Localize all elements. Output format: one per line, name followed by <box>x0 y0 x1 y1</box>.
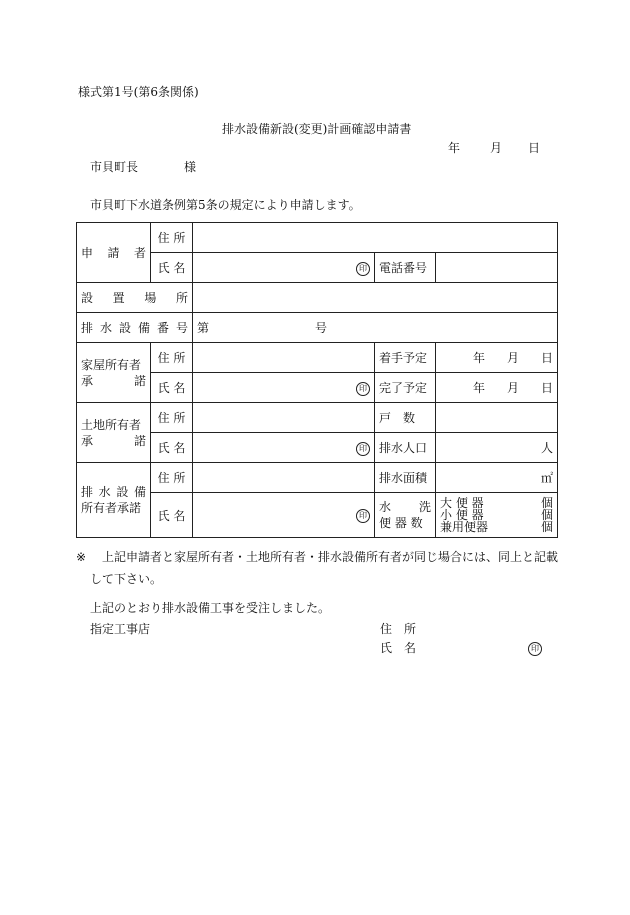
location-label: 設 置 場 所 <box>77 283 193 313</box>
finish-date-field[interactable]: 年 月 日 <box>436 373 558 403</box>
facility-owner-address-label: 住 所 <box>151 463 193 493</box>
facility-owner-name-field[interactable] <box>193 493 375 538</box>
households-field[interactable] <box>436 403 558 433</box>
toilet-shared-row: 兼用便器 個 <box>440 520 553 534</box>
location-row <box>77 283 558 313</box>
toilet-count-label-2: 便 器 数 <box>379 516 423 530</box>
facility-owner-label <box>77 463 151 538</box>
form-number: 様式第1号(第6条関係) <box>78 85 199 99</box>
location-field[interactable] <box>193 283 558 313</box>
note <box>76 546 560 590</box>
phone-label: 電話番号 <box>375 253 436 283</box>
house-owner-label <box>77 343 151 403</box>
land-owner-name-label: 氏 名 <box>151 433 193 463</box>
households-label: 戸 数 <box>375 403 436 433</box>
house-owner-label-1: 家屋所有者 <box>81 357 142 372</box>
finish-date-label: 完了予定 <box>375 373 436 403</box>
seal-icon: 印 <box>356 509 370 523</box>
seal-icon: 印 <box>528 642 542 656</box>
addressee-name: 市貝町長 <box>90 160 139 174</box>
addressee <box>90 160 196 174</box>
seal-icon: 印 <box>356 382 370 396</box>
drain-area-field[interactable] <box>436 463 558 493</box>
land-owner-label <box>77 403 151 463</box>
applicant-address-row <box>77 223 558 253</box>
contractor-name-label: 氏 名 <box>380 641 417 655</box>
contractor-address-label: 住 所 <box>380 622 417 636</box>
contractor-label: 指定工事店 <box>90 622 151 636</box>
facility-owner-label-1: 排 水 設 備 <box>81 485 146 499</box>
facility-number-label: 排 水 設 備 番 号 <box>77 313 193 343</box>
facility-owner-address-field[interactable] <box>193 463 375 493</box>
received-text: 上記のとおり排水設備工事を受注しました。 <box>90 601 331 615</box>
toilet-count-label <box>375 493 436 538</box>
date-year: 年 <box>448 141 461 155</box>
facility-number-row <box>77 313 558 343</box>
drain-area-label: 排水面積 <box>375 463 436 493</box>
applicant-address-field[interactable] <box>193 223 558 253</box>
toilet-small-row: 小 便 器 個 <box>440 508 553 522</box>
applicant-address-label: 住 所 <box>151 223 193 253</box>
house-owner-name-field[interactable] <box>193 373 375 403</box>
toilet-large-row: 大 便 器 個 <box>440 496 553 510</box>
seal-icon: 印 <box>356 442 370 456</box>
date-month: 月 <box>490 141 503 155</box>
addressee-honorific: 様 <box>184 160 197 174</box>
land-owner-address-field[interactable] <box>193 403 375 433</box>
facility-number-field[interactable] <box>193 313 558 343</box>
drain-population-label: 排水人口 <box>375 433 436 463</box>
land-owner-label-2: 承 諾 <box>81 433 146 448</box>
applicant-name-field[interactable] <box>193 253 375 283</box>
applicant-name-label: 氏 名 <box>151 253 193 283</box>
date-day: 日 <box>528 141 541 155</box>
start-date-field[interactable]: 年 月 日 <box>436 343 558 373</box>
toilet-count-label-1: 水 洗 <box>379 500 431 514</box>
applicant-label: 申 請 者 <box>77 223 151 283</box>
note-text: 上記申請者と家屋所有者・土地所有者・排水設備所有者が同じ場合には、同上と記載して下さい。 <box>90 550 559 586</box>
toilet-count-field[interactable] <box>436 493 558 538</box>
phone-field[interactable] <box>436 253 558 283</box>
application-table <box>76 222 558 538</box>
document-title: 排水設備新設(変更)計画確認申請書 <box>222 122 412 136</box>
application-date <box>448 141 540 155</box>
area-unit: ㎡ <box>540 471 553 485</box>
facility-number-suffix: 号 <box>315 321 328 335</box>
contractor-seal <box>528 640 542 656</box>
seal-icon: 印 <box>356 262 370 276</box>
land-owner-address-row <box>77 403 558 433</box>
facility-owner-address-row <box>77 463 558 493</box>
intro-text: 市貝町下水道条例第5条の規定により申請します。 <box>90 198 361 212</box>
drain-population-field[interactable] <box>436 433 558 463</box>
house-owner-address-row <box>77 343 558 373</box>
facility-number-prefix: 第 <box>197 321 210 335</box>
facility-owner-name-label: 氏 名 <box>151 493 193 538</box>
facility-owner-label-2: 所有者承諾 <box>81 501 142 515</box>
start-date-label: 着手予定 <box>375 343 436 373</box>
house-owner-name-label: 氏 名 <box>151 373 193 403</box>
note-mark: ※ <box>76 550 87 564</box>
person-unit: 人 <box>540 441 553 455</box>
land-owner-address-label: 住 所 <box>151 403 193 433</box>
land-owner-label-1: 土地所有者 <box>81 417 142 432</box>
house-owner-address-field[interactable] <box>193 343 375 373</box>
land-owner-name-field[interactable] <box>193 433 375 463</box>
house-owner-label-2: 承 諾 <box>81 373 146 388</box>
house-owner-address-label: 住 所 <box>151 343 193 373</box>
